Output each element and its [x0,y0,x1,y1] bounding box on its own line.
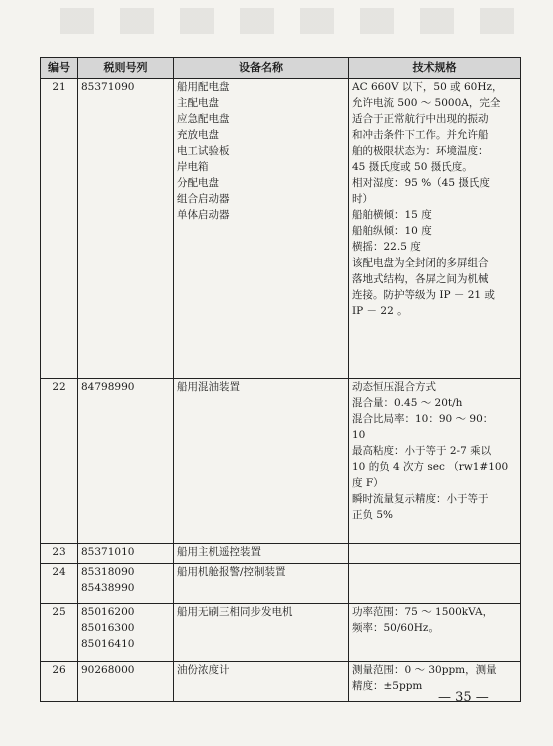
cell-equipment-names [174,604,349,662]
header-number: 编号 [41,58,78,79]
equipment-name: 电工试验板 [177,145,230,157]
equipment-name: 分配电盘 [177,177,219,189]
spec-line: IP － 22 。 [352,305,408,317]
tariff-code: 85016410 [81,638,135,650]
equipment-name: 单体启动器 [177,209,230,221]
equipment-name: 船用主机遥控装置 [177,546,261,558]
equipment-spec-table [40,57,521,702]
cell-equipment-names [174,662,349,702]
cell-tariff-codes [78,564,174,604]
spec-line: 功率范围：75 ～ 1500kVA， [352,606,494,618]
equipment-name: 船用机舱报警/控制装置 [177,566,286,578]
spec-line: 测量范围：0 ～ 30ppm，测量 [352,664,497,676]
cell-number: 26 [41,662,78,702]
spec-line: 相对湿度：95 %（45 摄氏度 [352,177,490,189]
header-smudge [60,8,530,34]
tariff-code: 85016200 [81,606,135,618]
spec-line: 精度：±5ppm [352,680,423,692]
spec-line: 和冲击条件下工作。并允许船 [352,129,489,141]
spec-line: 10 [352,429,366,441]
cell-number: 22 [41,379,78,544]
equipment-name: 油份浓度计 [177,664,230,676]
cell-equipment-names [174,564,349,604]
header-specification: 技术规格 [349,58,521,79]
cell-number: 24 [41,564,78,604]
table-row [41,544,521,564]
spec-line: 船舶横倾：15 度 [352,209,432,221]
spec-line: 最高粘度：小于等于 2-7 乘以 [352,445,492,457]
spec-line: 度 F） [352,477,384,489]
tariff-code: 85318090 [81,566,135,578]
cell-specification [349,604,521,662]
cell-tariff-codes [78,544,174,564]
table-row [41,564,521,604]
spec-line: 瞬时流量复示精度：小于等于 [352,493,489,505]
equipment-name: 应急配电盘 [177,113,230,125]
spec-line: 适合于正常航行中出现的振动 [352,113,489,125]
equipment-name: 船用混油装置 [177,381,240,393]
cell-specification [349,379,521,544]
spec-line: 船舶纵倾：10 度 [352,225,432,237]
equipment-name: 船用配电盘 [177,81,230,93]
spec-line: 时） [352,193,373,205]
cell-number: 25 [41,604,78,662]
cell-equipment-names [174,379,349,544]
cell-tariff-codes [78,662,174,702]
spec-line: 正负 5% [352,509,393,521]
spec-line: 混合比局率：10：90 ～ 90： [352,413,494,425]
cell-tariff-codes [78,379,174,544]
spec-line: 混合量：0.45 ～ 20t/h [352,397,463,409]
tariff-code: 85371090 [81,81,135,93]
spec-line: 连接。防护等级为 IP － 21 或 [352,289,495,301]
cell-number: 21 [41,79,78,379]
table-row [41,79,521,379]
spec-line: 45 摄氏度或 50 摄氏度。 [352,161,473,173]
cell-specification [349,544,521,564]
equipment-name: 岸电箱 [177,161,209,173]
spec-line: 10 的负 4 次方 sec （rw1#100 [352,461,509,473]
tariff-code: 85016300 [81,622,135,634]
header-tariff-code: 税则号列 [78,58,174,79]
cell-tariff-codes [78,79,174,379]
spec-line: 该配电盘为全封闭的多屏组合 [352,257,489,269]
tariff-code: 85438990 [81,582,135,594]
page-number: — 35 — [438,690,489,705]
spec-line: 落地式结构，各屏之间为机械 [352,273,489,285]
spec-line: 频率：50/60Hz。 [352,622,439,634]
spec-line: AC 660V 以下，50 或 60Hz， [352,81,503,93]
table-header-row [41,58,521,79]
equipment-name: 组合启动器 [177,193,230,205]
spec-line: 舶的极限状态为：环境温度： [352,145,489,157]
equipment-name: 充放电盘 [177,129,219,141]
table-body [41,79,521,702]
equipment-name: 主配电盘 [177,97,219,109]
spec-line: 动态恒压混合方式 [352,381,436,393]
cell-equipment-names [174,79,349,379]
cell-number: 23 [41,544,78,564]
tariff-code: 85371010 [81,546,135,558]
cell-equipment-names [174,544,349,564]
tariff-code: 90268000 [81,664,135,676]
cell-specification [349,662,521,702]
header-equipment-name: 设备名称 [174,58,349,79]
table-row [41,604,521,662]
cell-specification [349,564,521,604]
spec-line: 允许电流 500 ～ 5000A，完全 [352,97,501,109]
tariff-code: 84798990 [81,381,135,393]
table-row [41,379,521,544]
cell-tariff-codes [78,604,174,662]
cell-specification [349,79,521,379]
equipment-name: 船用无刷三相同步发电机 [177,606,293,618]
spec-line: 横摇：22.5 度 [352,241,421,253]
